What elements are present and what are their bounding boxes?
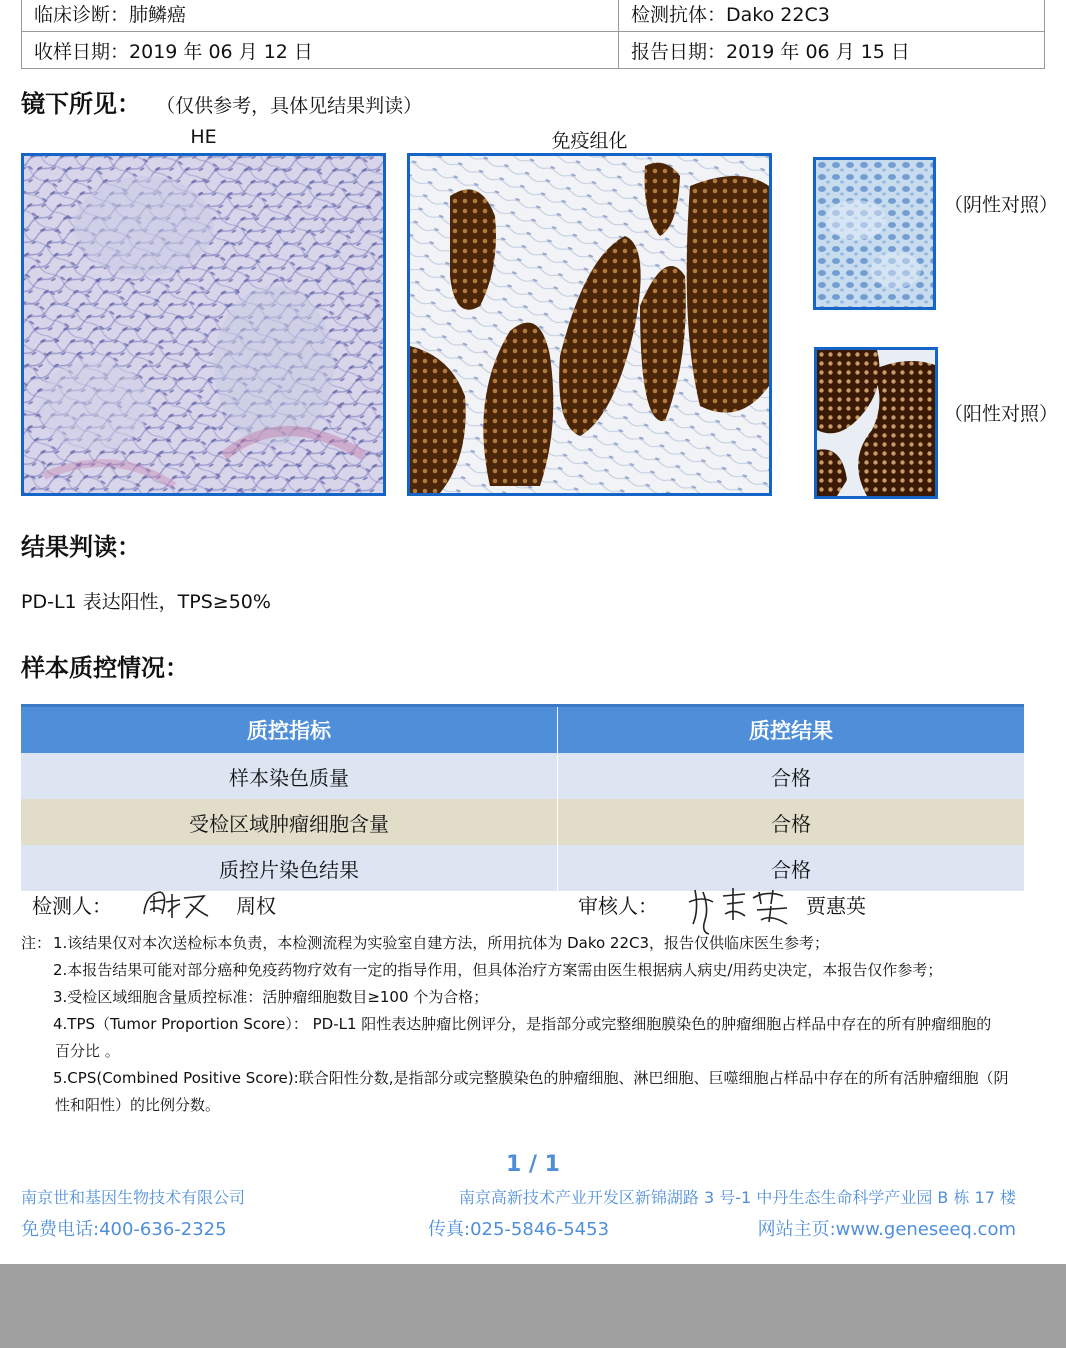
note-text: 4.TPS（Tumor Proportion Score）： PD-L1 阳性表达肿瘤比例评分，是指部分或完整细胞膜染色的肿瘤细胞占样品中存在的所有肿瘤细胞的	[53, 1015, 992, 1033]
receive-date-cell	[22, 32, 619, 69]
note-text: 2.本报告结果可能对部分癌种免疫药物疗效有一定的指导作用，但具体治疗方案需由医生根据病人病史/用药史决定，本报告仅作参考；	[53, 961, 943, 979]
result-text: PD-L1 表达阳性，TPS≥50%	[21, 591, 271, 613]
note-text: 3.受检区域细胞含量质控标准：活肿瘤细胞数目≥100 个为合格；	[53, 988, 489, 1006]
diagnosis-value: 肺鳞癌	[129, 3, 187, 26]
negative-control-image	[813, 157, 936, 310]
info-row-2	[22, 32, 1045, 69]
microscopy-heading	[21, 84, 422, 119]
tester-signature	[140, 884, 212, 928]
antibody-cell	[619, 0, 1045, 32]
qc-result: 合格	[558, 845, 1025, 891]
fax-number: 传真:025-5846-5453	[428, 1219, 610, 1240]
company-address: 南京高新技术产业开发区新锦湖路 3 号-1 中丹生态生命科学产业园 B 栋 17 楼	[458, 1188, 1016, 1207]
report-date-cell	[619, 32, 1045, 69]
qc-header-result: 质控结果	[558, 706, 1025, 754]
phone-number: 免费电话:400-636-2325	[21, 1219, 227, 1240]
ihc-label: 免疫组化	[551, 130, 628, 152]
antibody-value: Dako 22C3	[726, 3, 830, 26]
antibody-label: 检测抗体：	[631, 3, 727, 26]
note-text: 5.CPS(Combined Positive Score):联合阳性分数,是指部分或完整膜染色的肿瘤细胞、淋巴细胞、巨噬细胞占样品中存在的所有活肿瘤细胞（阴	[53, 1069, 1009, 1087]
qc-result: 合格	[558, 799, 1025, 845]
tester-label: 检测人：	[32, 894, 112, 918]
qc-item: 质控片染色结果	[21, 845, 558, 891]
note-text-continued: 百分比 。	[55, 1042, 120, 1060]
negative-control-label: （阴性对照）	[944, 194, 1059, 216]
tester-name: 周权	[236, 894, 276, 918]
report-info-table	[21, 0, 1045, 69]
qc-result: 合格	[558, 753, 1025, 799]
qc-item: 样本染色质量	[21, 753, 558, 799]
positive-control-label: （阳性对照）	[944, 403, 1059, 425]
ihc-stain-image	[407, 153, 772, 496]
receive-date-label: 收样日期：	[34, 40, 130, 63]
report-date-label: 报告日期：	[631, 40, 727, 63]
company-name: 南京世和基因生物技术有限公司	[21, 1188, 246, 1207]
info-row-1	[22, 0, 1045, 32]
qc-row	[21, 753, 1024, 799]
reviewer-name: 贾惠英	[806, 894, 866, 918]
microscopy-title: 镜下所见：	[21, 90, 141, 118]
reviewer-label: 审核人：	[578, 894, 658, 918]
microscopy-note: （仅供参考，具体见结果判读）	[156, 95, 423, 117]
qc-item: 受检区域肿瘤细胞含量	[21, 799, 558, 845]
he-label: HE	[190, 126, 217, 148]
qc-row	[21, 799, 1024, 845]
qc-table	[21, 704, 1024, 891]
qc-title: 样本质控情况：	[21, 654, 189, 682]
note-item	[21, 930, 1051, 957]
qc-header-row	[21, 706, 1024, 754]
page-number: 1 / 1	[506, 1152, 560, 1177]
note-item	[21, 957, 1051, 984]
note-item	[21, 1065, 1051, 1119]
report-date-value: 2019 年 06 月 15 日	[726, 40, 910, 63]
diagnosis-cell	[22, 0, 619, 32]
note-item	[21, 984, 1051, 1011]
note-text-continued: 性和阳性）的比例分数。	[55, 1096, 221, 1114]
receive-date-value: 2019 年 06 月 12 日	[129, 40, 313, 63]
positive-control-image	[814, 347, 938, 499]
note-text: 1.该结果仅对本次送检标本负责，本检测流程为实验室自建方法，所用抗体为 Dako 22C3，报告仅供临床医生参考；	[53, 934, 830, 952]
qc-header-item: 质控指标	[21, 706, 558, 754]
bottom-viewer-band	[0, 1264, 1066, 1348]
diagnosis-label: 临床诊断：	[34, 3, 130, 26]
he-stain-image	[21, 153, 386, 496]
website-link[interactable]: 网站主页:www.geneseeq.com	[757, 1219, 1016, 1240]
notes-prefix: 注：	[21, 934, 52, 952]
note-item	[21, 1011, 1051, 1065]
notes-section	[21, 930, 1051, 1119]
result-title: 结果判读：	[21, 533, 141, 561]
